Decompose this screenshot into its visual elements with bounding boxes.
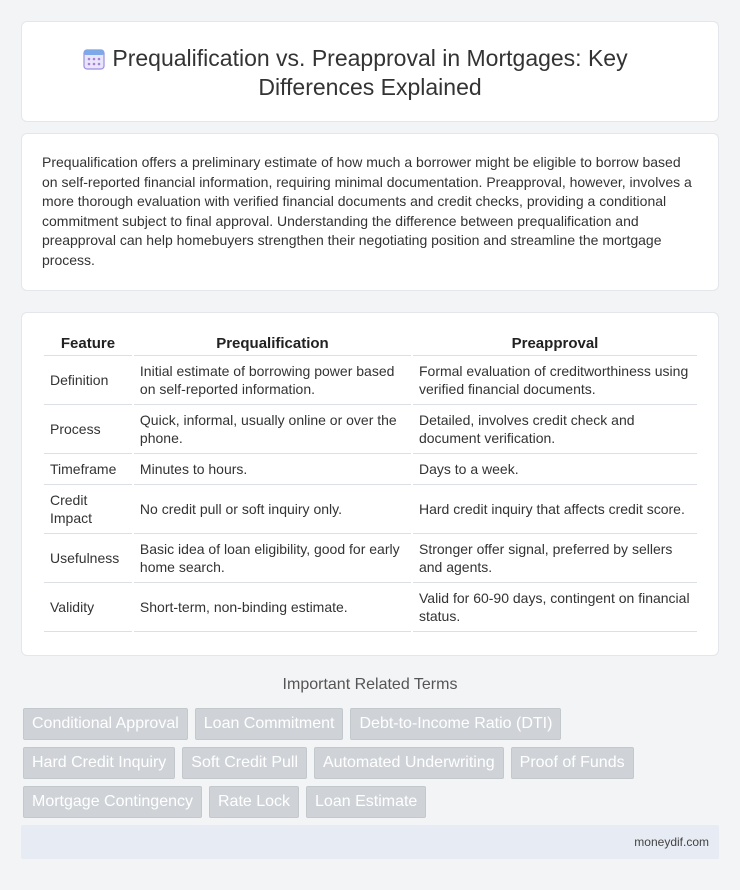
cell-prequalification: Basic idea of loan eligibility, good for early home search.: [134, 534, 411, 583]
tag-automated-underwriting[interactable]: Automated Underwriting: [314, 747, 504, 779]
tag-loan-estimate[interactable]: Loan Estimate: [306, 786, 426, 818]
cell-feature: Usefulness: [44, 534, 132, 583]
tag-mortgage-contingency[interactable]: Mortgage Contingency: [23, 786, 202, 818]
header-preapproval: Preapproval: [413, 333, 697, 356]
tag-hard-credit-inquiry[interactable]: Hard Credit Inquiry: [23, 747, 175, 779]
table-row: [44, 454, 697, 485]
cell-prequalification: Minutes to hours.: [134, 454, 411, 485]
comparison-table-card: [21, 312, 719, 656]
related-terms-list: [23, 708, 713, 818]
tag-loan-commitment[interactable]: Loan Commitment: [195, 708, 344, 740]
intro-paragraph: Prequalification offers a preliminary estimate of how much a borrower might be eligible to borrow based on self-reported financial information, requiring minimal documentation. Preapproval, however, involves a more thorough evaluation with verified financial documents and credit checks, providing a conditional commitment subject to final approval. Understanding the difference between prequalification and preapproval can help homebuyers strengthen their negotiating position and streamline the mortgage process.: [42, 154, 692, 268]
cell-feature: Credit Impact: [44, 485, 132, 534]
cell-preapproval: Detailed, involves credit check and document verification.: [413, 405, 697, 454]
cell-preapproval: Days to a week.: [413, 454, 697, 485]
header-prequalification: Prequalification: [134, 333, 411, 356]
tag-rate-lock[interactable]: Rate Lock: [209, 786, 299, 818]
page-title: Prequalification vs. Preapproval in Mortgages: Key Differences Explained: [112, 45, 628, 100]
cell-prequalification: No credit pull or soft inquiry only.: [134, 485, 411, 534]
cell-preapproval: Valid for 60-90 days, contingent on financial status.: [413, 583, 697, 632]
table-row: [44, 356, 697, 405]
tag-conditional-approval[interactable]: Conditional Approval: [23, 708, 188, 740]
comparison-table: [42, 333, 699, 632]
footer: [21, 825, 719, 859]
table-row: [44, 534, 697, 583]
cell-feature: Validity: [44, 583, 132, 632]
table-row: [44, 583, 697, 632]
title-card: [21, 21, 719, 122]
tag-soft-credit-pull[interactable]: Soft Credit Pull: [182, 747, 307, 779]
intro-card: [21, 133, 719, 291]
cell-feature: Timeframe: [44, 454, 132, 485]
table-row: [44, 485, 697, 534]
header-feature: Feature: [44, 333, 132, 356]
tag-proof-of-funds[interactable]: Proof of Funds: [511, 747, 634, 779]
cell-prequalification: Quick, informal, usually online or over the phone.: [134, 405, 411, 454]
footer-site: moneydif.com: [634, 835, 709, 849]
cell-feature: Process: [44, 405, 132, 454]
cell-preapproval: Hard credit inquiry that affects credit score.: [413, 485, 697, 534]
cell-preapproval: Formal evaluation of creditworthiness using verified financial documents.: [413, 356, 697, 405]
related-terms-heading: Important Related Terms: [282, 676, 458, 693]
cell-preapproval: Stronger offer signal, preferred by sellers and agents.: [413, 534, 697, 583]
table-header-row: [44, 333, 697, 356]
cell-prequalification: Initial estimate of borrowing power based on self-reported information.: [134, 356, 411, 405]
tag-debt-to-income-ratio[interactable]: Debt-to-Income Ratio (DTI): [350, 708, 561, 740]
table-row: [44, 405, 697, 454]
cell-feature: Definition: [44, 356, 132, 405]
cell-prequalification: Short-term, non-binding estimate.: [134, 583, 411, 632]
